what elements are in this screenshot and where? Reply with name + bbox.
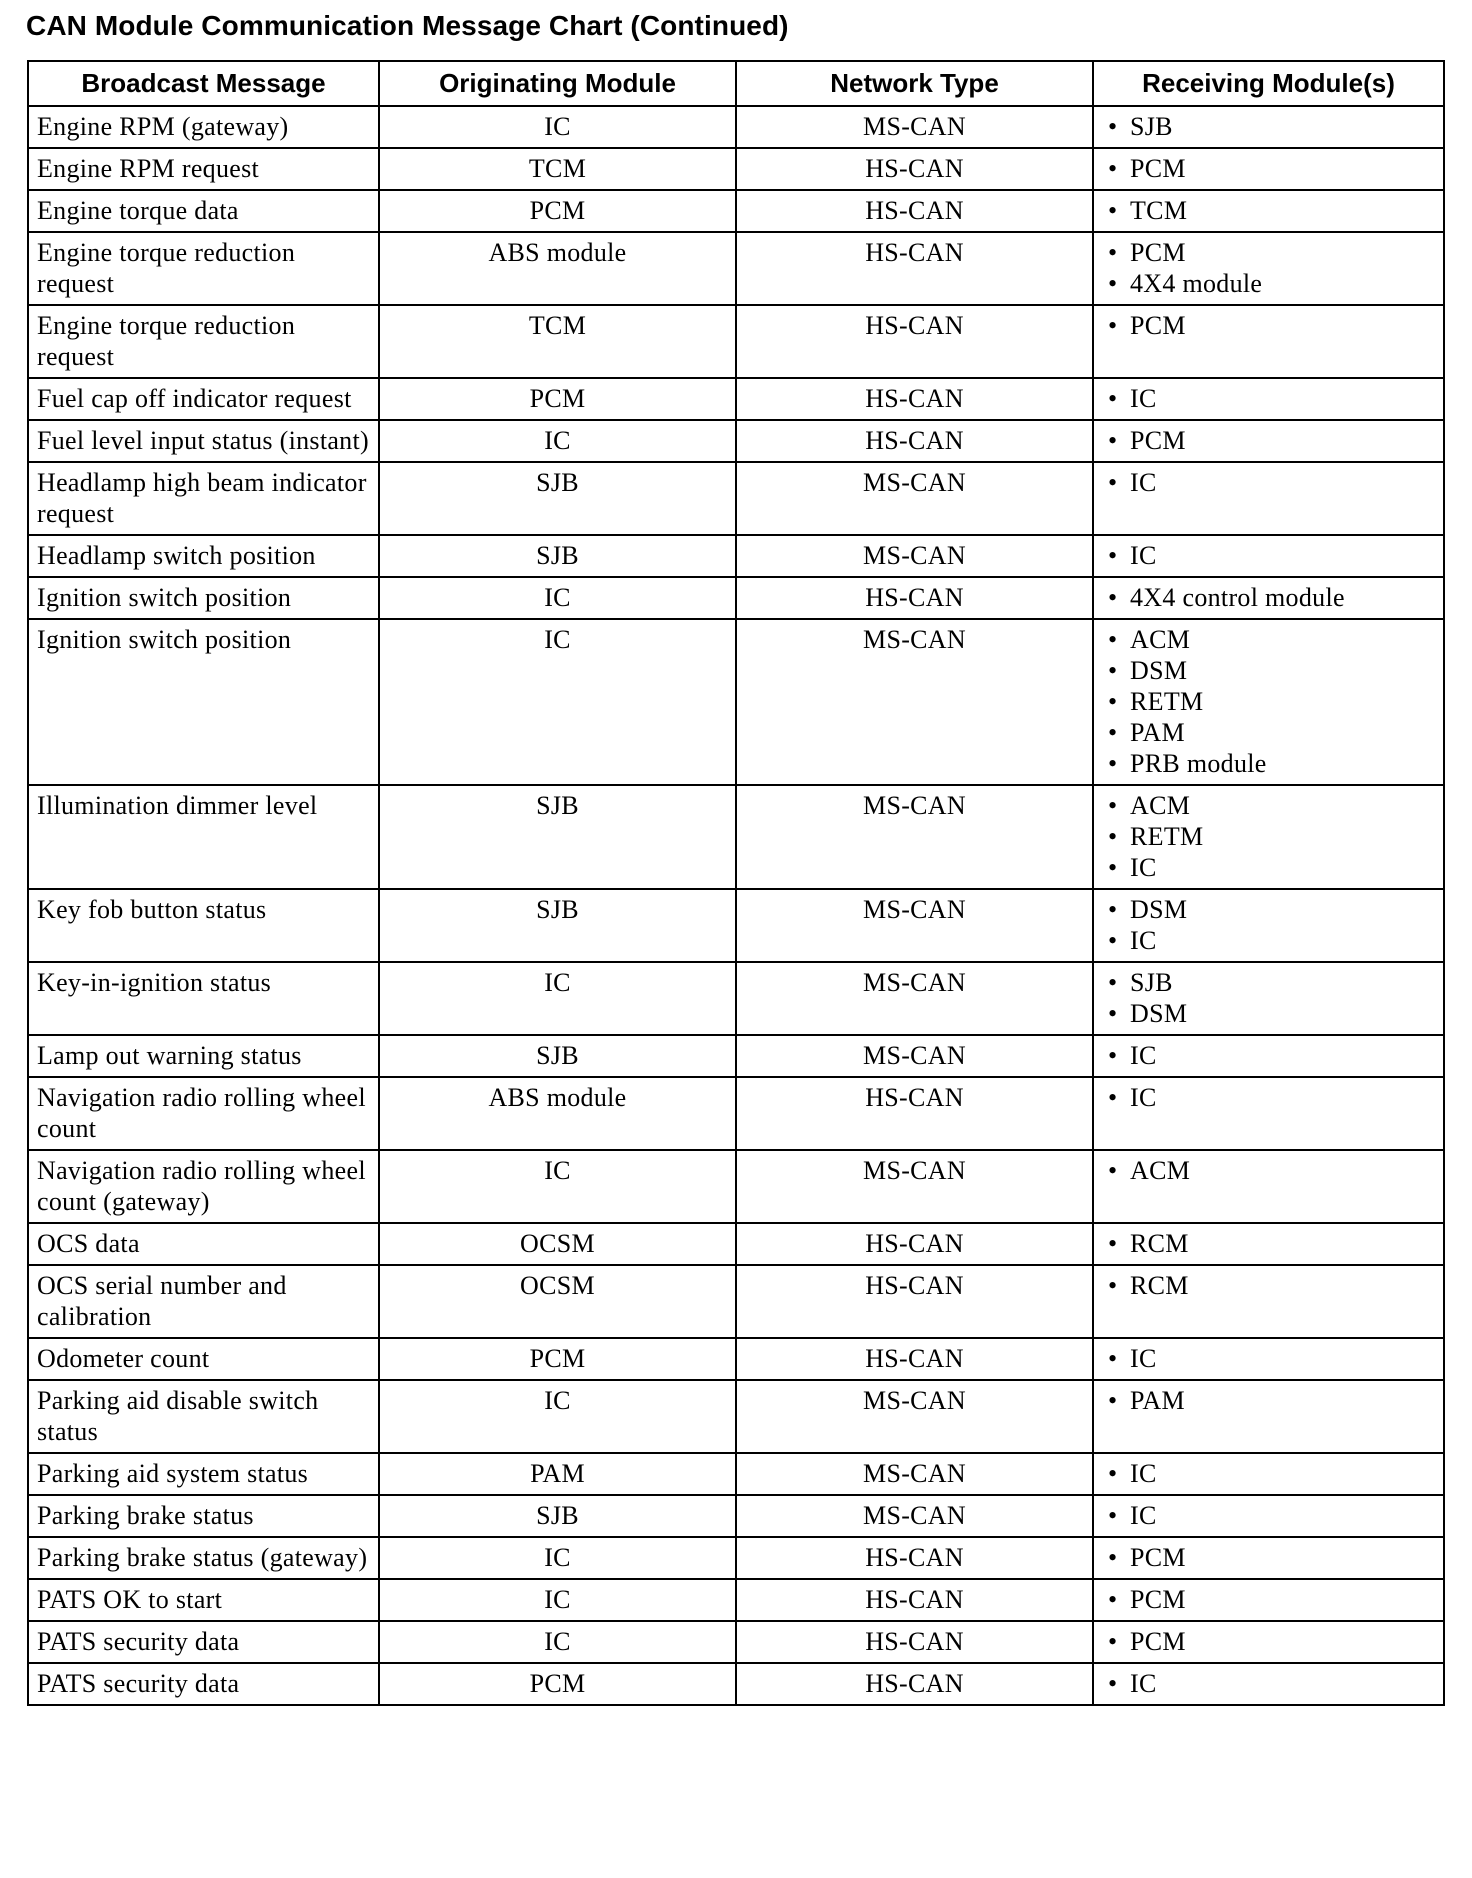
broadcast-message-cell: Engine torque data <box>28 190 379 232</box>
network-type-cell: HS-CAN <box>736 1338 1093 1380</box>
broadcast-message-cell: Ignition switch position <box>28 619 379 785</box>
originating-module-cell: TCM <box>379 148 736 190</box>
originating-module-cell: IC <box>379 577 736 619</box>
broadcast-message-cell: Lamp out warning status <box>28 1035 379 1077</box>
column-header-receiving-modules: Receiving Module(s) <box>1093 61 1444 106</box>
network-type-cell: HS-CAN <box>736 1537 1093 1579</box>
table-row <box>28 462 1444 535</box>
originating-module-cell: PCM <box>379 378 736 420</box>
network-type-cell: HS-CAN <box>736 420 1093 462</box>
table-row <box>28 535 1444 577</box>
list-item: • RETM <box>1102 821 1435 852</box>
table-row <box>28 1265 1444 1338</box>
list-item: • PCM <box>1102 153 1435 184</box>
receiving-modules-cell <box>1093 785 1444 889</box>
list-item: • 4X4 control module <box>1102 582 1435 613</box>
originating-module-cell: IC <box>379 1150 736 1223</box>
broadcast-message-cell: Navigation radio rolling wheel count (gateway) <box>28 1150 379 1223</box>
receiving-modules-list <box>1102 540 1435 571</box>
table-body <box>28 106 1444 1705</box>
receiving-modules-list <box>1102 1270 1435 1301</box>
receiving-modules-list <box>1102 1668 1435 1699</box>
receiving-modules-list <box>1102 1228 1435 1259</box>
receiving-modules-cell <box>1093 1077 1444 1150</box>
receiving-modules-list <box>1102 467 1435 498</box>
table-row <box>28 1338 1444 1380</box>
broadcast-message-cell: Odometer count <box>28 1338 379 1380</box>
list-item: • IC <box>1102 1668 1435 1699</box>
list-item: • RETM <box>1102 686 1435 717</box>
network-type-cell: MS-CAN <box>736 785 1093 889</box>
broadcast-message-cell: Fuel cap off indicator request <box>28 378 379 420</box>
broadcast-message-cell: Parking aid system status <box>28 1453 379 1495</box>
list-item: • IC <box>1102 1040 1435 1071</box>
broadcast-message-cell: OCS serial number and calibration <box>28 1265 379 1338</box>
list-item: • DSM <box>1102 655 1435 686</box>
list-item: • RCM <box>1102 1228 1435 1259</box>
broadcast-message-cell: Ignition switch position <box>28 577 379 619</box>
receiving-modules-cell <box>1093 1150 1444 1223</box>
table-row <box>28 1621 1444 1663</box>
table-row <box>28 1537 1444 1579</box>
table-row <box>28 577 1444 619</box>
table-row <box>28 106 1444 148</box>
receiving-modules-cell <box>1093 232 1444 305</box>
originating-module-cell: IC <box>379 106 736 148</box>
list-item: • ACM <box>1102 1155 1435 1186</box>
network-type-cell: HS-CAN <box>736 1265 1093 1338</box>
receiving-modules-list <box>1102 111 1435 142</box>
table-header-row <box>28 61 1444 106</box>
table-row <box>28 1223 1444 1265</box>
originating-module-cell: SJB <box>379 785 736 889</box>
receiving-modules-list <box>1102 237 1435 299</box>
originating-module-cell: PCM <box>379 1338 736 1380</box>
column-header-network-type: Network Type <box>736 61 1093 106</box>
originating-module-cell: PAM <box>379 1453 736 1495</box>
list-item: • IC <box>1102 467 1435 498</box>
receiving-modules-list <box>1102 1343 1435 1374</box>
originating-module-cell: OCSM <box>379 1265 736 1338</box>
table-row <box>28 962 1444 1035</box>
network-type-cell: HS-CAN <box>736 232 1093 305</box>
broadcast-message-cell: Engine torque reduction request <box>28 232 379 305</box>
table-row <box>28 1663 1444 1705</box>
network-type-cell: MS-CAN <box>736 462 1093 535</box>
list-item: • IC <box>1102 383 1435 414</box>
network-type-cell: MS-CAN <box>736 1495 1093 1537</box>
broadcast-message-cell: Key-in-ignition status <box>28 962 379 1035</box>
originating-module-cell: OCSM <box>379 1223 736 1265</box>
receiving-modules-cell <box>1093 1338 1444 1380</box>
list-item: • DSM <box>1102 998 1435 1029</box>
table-row <box>28 1495 1444 1537</box>
receiving-modules-cell <box>1093 462 1444 535</box>
list-item: • SJB <box>1102 111 1435 142</box>
receiving-modules-list <box>1102 1458 1435 1489</box>
broadcast-message-cell: Parking aid disable switch status <box>28 1380 379 1453</box>
broadcast-message-cell: Parking brake status (gateway) <box>28 1537 379 1579</box>
table-row <box>28 1380 1444 1453</box>
network-type-cell: MS-CAN <box>736 1035 1093 1077</box>
network-type-cell: MS-CAN <box>736 1150 1093 1223</box>
table-row <box>28 378 1444 420</box>
table-row <box>28 1077 1444 1150</box>
receiving-modules-list <box>1102 624 1435 779</box>
receiving-modules-cell <box>1093 305 1444 378</box>
receiving-modules-cell <box>1093 378 1444 420</box>
receiving-modules-list <box>1102 967 1435 1029</box>
originating-module-cell: TCM <box>379 305 736 378</box>
receiving-modules-list <box>1102 195 1435 226</box>
network-type-cell: MS-CAN <box>736 535 1093 577</box>
originating-module-cell: IC <box>379 1621 736 1663</box>
network-type-cell: HS-CAN <box>736 1663 1093 1705</box>
receiving-modules-cell <box>1093 1035 1444 1077</box>
receiving-modules-cell <box>1093 1380 1444 1453</box>
network-type-cell: HS-CAN <box>736 190 1093 232</box>
receiving-modules-list <box>1102 1584 1435 1615</box>
receiving-modules-cell <box>1093 1621 1444 1663</box>
list-item: • PRB module <box>1102 748 1435 779</box>
broadcast-message-cell: Engine torque reduction request <box>28 305 379 378</box>
list-item: • PAM <box>1102 1385 1435 1416</box>
network-type-cell: MS-CAN <box>736 106 1093 148</box>
list-item: • DSM <box>1102 894 1435 925</box>
broadcast-message-cell: Navigation radio rolling wheel count <box>28 1077 379 1150</box>
originating-module-cell: IC <box>379 619 736 785</box>
originating-module-cell: IC <box>379 420 736 462</box>
broadcast-message-cell: Engine RPM (gateway) <box>28 106 379 148</box>
originating-module-cell: SJB <box>379 462 736 535</box>
originating-module-cell: SJB <box>379 889 736 962</box>
list-item: • PCM <box>1102 1584 1435 1615</box>
receiving-modules-list <box>1102 310 1435 341</box>
network-type-cell: HS-CAN <box>736 1077 1093 1150</box>
originating-module-cell: SJB <box>379 1035 736 1077</box>
originating-module-cell: IC <box>379 1380 736 1453</box>
receiving-modules-list <box>1102 1155 1435 1186</box>
receiving-modules-cell <box>1093 535 1444 577</box>
receiving-modules-list <box>1102 153 1435 184</box>
table-row <box>28 619 1444 785</box>
network-type-cell: HS-CAN <box>736 577 1093 619</box>
receiving-modules-cell <box>1093 148 1444 190</box>
receiving-modules-list <box>1102 1626 1435 1657</box>
broadcast-message-cell: Key fob button status <box>28 889 379 962</box>
receiving-modules-cell <box>1093 1579 1444 1621</box>
table-row <box>28 785 1444 889</box>
receiving-modules-cell <box>1093 1223 1444 1265</box>
receiving-modules-cell <box>1093 577 1444 619</box>
table-row <box>28 148 1444 190</box>
list-item: • PCM <box>1102 237 1435 268</box>
receiving-modules-cell <box>1093 1663 1444 1705</box>
originating-module-cell: PCM <box>379 1663 736 1705</box>
receiving-modules-cell <box>1093 1537 1444 1579</box>
receiving-modules-list <box>1102 582 1435 613</box>
message-chart-table <box>27 60 1445 1706</box>
network-type-cell: MS-CAN <box>736 889 1093 962</box>
receiving-modules-list <box>1102 790 1435 883</box>
receiving-modules-list <box>1102 1082 1435 1113</box>
receiving-modules-cell <box>1093 619 1444 785</box>
table-row <box>28 1150 1444 1223</box>
list-item: • PCM <box>1102 425 1435 456</box>
originating-module-cell: IC <box>379 1579 736 1621</box>
broadcast-message-cell: PATS OK to start <box>28 1579 379 1621</box>
list-item: • PCM <box>1102 1542 1435 1573</box>
list-item: • RCM <box>1102 1270 1435 1301</box>
network-type-cell: HS-CAN <box>736 1621 1093 1663</box>
receiving-modules-cell <box>1093 420 1444 462</box>
column-header-broadcast-message: Broadcast Message <box>28 61 379 106</box>
list-item: • IC <box>1102 925 1435 956</box>
originating-module-cell: IC <box>379 962 736 1035</box>
network-type-cell: HS-CAN <box>736 1579 1093 1621</box>
network-type-cell: MS-CAN <box>736 1380 1093 1453</box>
broadcast-message-cell: Parking brake status <box>28 1495 379 1537</box>
table-row <box>28 190 1444 232</box>
receiving-modules-cell <box>1093 1453 1444 1495</box>
table-row <box>28 232 1444 305</box>
list-item: • IC <box>1102 1458 1435 1489</box>
receiving-modules-list <box>1102 1040 1435 1071</box>
broadcast-message-cell: OCS data <box>28 1223 379 1265</box>
receiving-modules-list <box>1102 425 1435 456</box>
receiving-modules-cell <box>1093 1495 1444 1537</box>
network-type-cell: HS-CAN <box>736 305 1093 378</box>
list-item: • PAM <box>1102 717 1435 748</box>
originating-module-cell: IC <box>379 1537 736 1579</box>
list-item: • IC <box>1102 540 1435 571</box>
table-row <box>28 889 1444 962</box>
receiving-modules-cell <box>1093 1265 1444 1338</box>
receiving-modules-cell <box>1093 889 1444 962</box>
receiving-modules-list <box>1102 383 1435 414</box>
originating-module-cell: PCM <box>379 190 736 232</box>
receiving-modules-list <box>1102 1500 1435 1531</box>
table-row <box>28 1579 1444 1621</box>
network-type-cell: MS-CAN <box>736 962 1093 1035</box>
receiving-modules-cell <box>1093 962 1444 1035</box>
originating-module-cell: SJB <box>379 1495 736 1537</box>
list-item: • IC <box>1102 1082 1435 1113</box>
list-item: • ACM <box>1102 790 1435 821</box>
broadcast-message-cell: PATS security data <box>28 1621 379 1663</box>
list-item: • SJB <box>1102 967 1435 998</box>
list-item: • PCM <box>1102 310 1435 341</box>
receiving-modules-list <box>1102 894 1435 956</box>
network-type-cell: HS-CAN <box>736 378 1093 420</box>
receiving-modules-list <box>1102 1385 1435 1416</box>
table-row <box>28 305 1444 378</box>
receiving-modules-cell <box>1093 106 1444 148</box>
list-item: • IC <box>1102 1500 1435 1531</box>
broadcast-message-cell: Engine RPM request <box>28 148 379 190</box>
receiving-modules-cell <box>1093 190 1444 232</box>
list-item: • ACM <box>1102 624 1435 655</box>
list-item: • IC <box>1102 1343 1435 1374</box>
list-item: • 4X4 module <box>1102 268 1435 299</box>
page-title: CAN Module Communication Message Chart (Continued) <box>26 10 789 41</box>
column-header-originating-module: Originating Module <box>379 61 736 106</box>
network-type-cell: MS-CAN <box>736 1453 1093 1495</box>
table-row <box>28 1453 1444 1495</box>
broadcast-message-cell: Headlamp switch position <box>28 535 379 577</box>
broadcast-message-cell: PATS security data <box>28 1663 379 1705</box>
network-type-cell: HS-CAN <box>736 148 1093 190</box>
originating-module-cell: ABS module <box>379 1077 736 1150</box>
broadcast-message-cell: Illumination dimmer level <box>28 785 379 889</box>
table-row <box>28 1035 1444 1077</box>
broadcast-message-cell: Fuel level input status (instant) <box>28 420 379 462</box>
broadcast-message-cell: Headlamp high beam indicator request <box>28 462 379 535</box>
network-type-cell: HS-CAN <box>736 1223 1093 1265</box>
originating-module-cell: ABS module <box>379 232 736 305</box>
network-type-cell: MS-CAN <box>736 619 1093 785</box>
receiving-modules-list <box>1102 1542 1435 1573</box>
originating-module-cell: SJB <box>379 535 736 577</box>
list-item: • PCM <box>1102 1626 1435 1657</box>
table-row <box>28 420 1444 462</box>
list-item: • TCM <box>1102 195 1435 226</box>
list-item: • IC <box>1102 852 1435 883</box>
